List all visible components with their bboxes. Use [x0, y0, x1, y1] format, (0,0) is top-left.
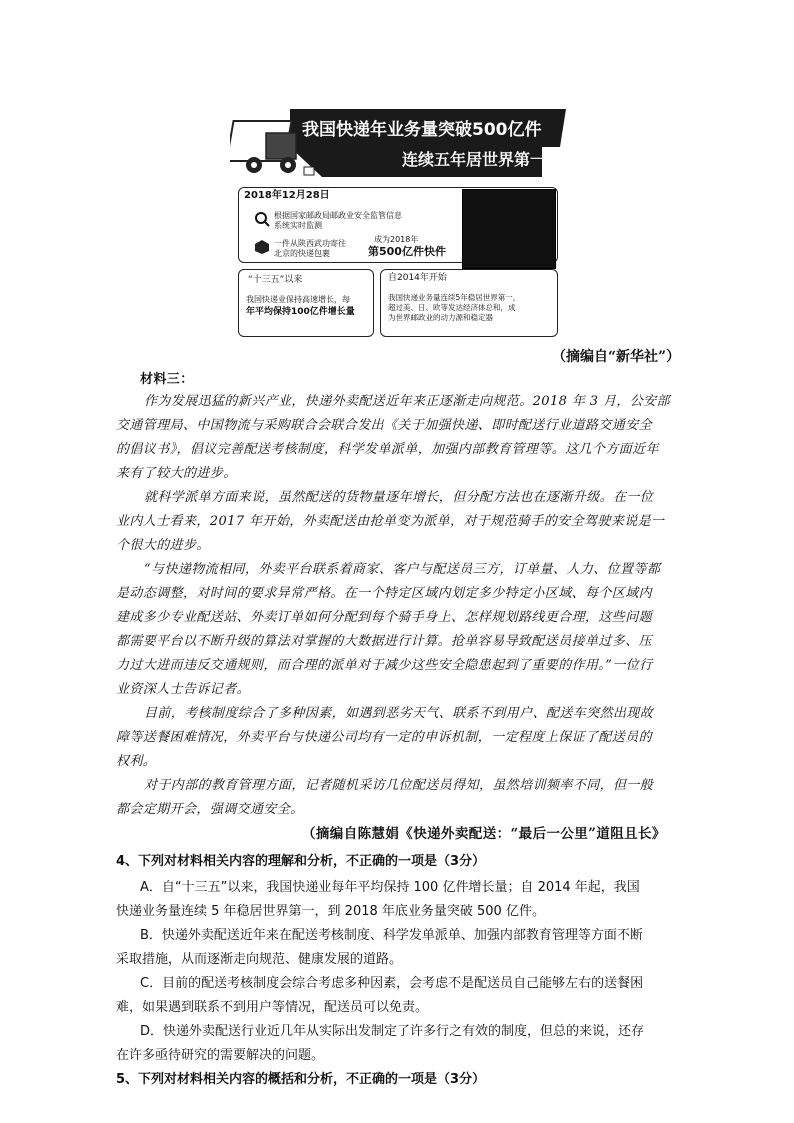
monitor-text-1: 根据国家邮政局邮政业安全监管信息	[274, 211, 402, 220]
parcel-text-2: 北京的快递包裹	[274, 249, 330, 258]
paragraph-line: 业内人士看来，2017 年开始，外卖配送由抢单变为派单，对于规范骑手的安全驾驶来说是一	[116, 514, 665, 529]
q4-option-d-cont: 在许多亟待研究的需要解决的问题。	[116, 1048, 325, 1063]
paragraph-line: 的倡议书》，倡议完善配送考核制度，科学发单派单，加强内部教育管理等。这几个方面近年	[116, 442, 659, 457]
date-label: 2018年12月28日	[244, 190, 330, 201]
paragraph-line: 都会定期开会，强调交通安全。	[116, 802, 304, 817]
paragraph-line: 都需要平台以不断升级的算法对掌握的大数据进行计算。抢单容易导致配送员接单过多、压	[116, 634, 653, 649]
paragraph-line: 目前，考核制度综合了多种因素，如遇到恶劣天气、联系不到用户、配送车突然出现故	[144, 706, 654, 721]
since2014-text-2: 超过美、日、欧等发达经济体总和，成	[388, 303, 516, 312]
magnifier-icon	[254, 211, 270, 227]
q4-option-c: C．目前的配送考核制度会综合考虑多种因素，会考虑不是配送员自己能够左右的送餐困	[140, 976, 644, 991]
paragraph-line: 作为发展迅猛的新兴产业，快递外卖配送近年来正逐渐走向规范。2018 年 3 月，公安部	[144, 394, 670, 409]
q4-option-c-cont: 难，如果遇到联系不到用户等情况，配送员可以免责。	[116, 1000, 429, 1015]
q4-option-b-cont: 采取措施，从而逐渐走向规范、健康发展的道路。	[116, 952, 403, 967]
q4-option-a-cont: 快递业务量连续 5 年稳居世界第一，到 2018 年底业务量突破 500 亿件。	[116, 904, 545, 919]
paragraph-line: 个很大的进步。	[116, 538, 210, 553]
paragraph-line: 交通管理局、中国物流与采购联合会联合发出《关于加强快递、即时配送行业道路交通安全	[116, 418, 653, 433]
material-heading: 材料三：	[140, 372, 194, 387]
since2014-text-1: 我国快递业务量连续5年稳居世界第一，	[388, 293, 521, 302]
paragraph-line: 对于内部的教育管理方面，记者随机采访几位配送员得知，虽然培训频率不同，但一般	[144, 778, 654, 793]
truck-photo	[462, 189, 556, 269]
shisanwu-text-1: 我国快递业保持高速增长，每	[246, 295, 350, 304]
infographic-title: 我国快递年业务量突破500亿件	[302, 120, 542, 140]
paragraph-line: 力过大进而违反交通规则，而合理的派单对于减少这些安全隐患起到了重要的作用。”一位行	[116, 658, 653, 673]
parcel-icon	[254, 239, 270, 255]
express-infographic	[230, 103, 566, 341]
source-caption-chen: （摘编自陈慧娟《快递外卖配送：“最后一公里”道阻且长》	[302, 826, 666, 842]
q4-option-d: D．快递外卖配送行业近几年从实际出发制定了许多行之有效的制度，但总的来说，还存	[140, 1024, 645, 1039]
monitor-text-2: 系统实时监测	[274, 221, 322, 230]
paragraph-line: 来有了较大的进步。	[116, 466, 237, 481]
became-label: 成为2018年	[374, 235, 419, 244]
paragraph-line: 权利。	[116, 754, 157, 769]
parcel-text-1: 一件从陕西武功寄往	[274, 239, 346, 248]
infographic-subtitle: 连续五年居世界第一	[402, 150, 547, 169]
paragraph-line: 障等送餐困难情况，外卖平台与快递公司均有一定的申诉机制，一定程度上保证了配送员的	[116, 730, 653, 745]
q4-option-a: A．自“十三五”以来，我国快递业每年平均保持 100 亿件增长量；自 2014 年起，我国	[140, 880, 640, 895]
since2014-title: 自2014年开始	[388, 273, 447, 283]
paragraph-line: 业资深人士告诉记者。	[116, 682, 251, 697]
question-4-stem: 4、下列对材料相关内容的理解和分析，不正确的一项是（3分）	[116, 854, 486, 869]
became-value: 第500亿件快件	[368, 245, 446, 258]
since2014-text-3: 为世界邮政业的动力源和稳定器	[388, 313, 493, 322]
question-5-stem: 5、下列对材料相关内容的概括和分析，不正确的一项是（3分）	[116, 1072, 486, 1087]
q4-option-b: B．快递外卖配送近年来在配送考核制度、科学发单派单、加强内部教育管理等方面不断	[140, 928, 643, 943]
shisanwu-text-2: 年平均保持100亿件增长量	[246, 307, 355, 317]
source-caption-xinhua: （摘编自“新华社”）	[552, 349, 681, 365]
paragraph-line: “与快递物流相同，外卖平台联系着商家、客户与配送员三方，订单量、人力、位置等都	[144, 562, 661, 577]
shisanwu-title: “十三五”以来	[248, 275, 303, 285]
paragraph-line: 是动态调整，对时间的要求异常严格。在一个特定区域内划定多少特定小区域、每个区域内	[116, 586, 653, 601]
paragraph-line: 建成多少专业配送站、外卖订单如何分配到每个骑手身上、怎样规划路线更合理，这些问题	[116, 610, 653, 625]
paragraph-line: 就科学派单方面来说，虽然配送的货物量逐年增长，但分配方法也在逐渐升级。在一位	[144, 490, 654, 505]
